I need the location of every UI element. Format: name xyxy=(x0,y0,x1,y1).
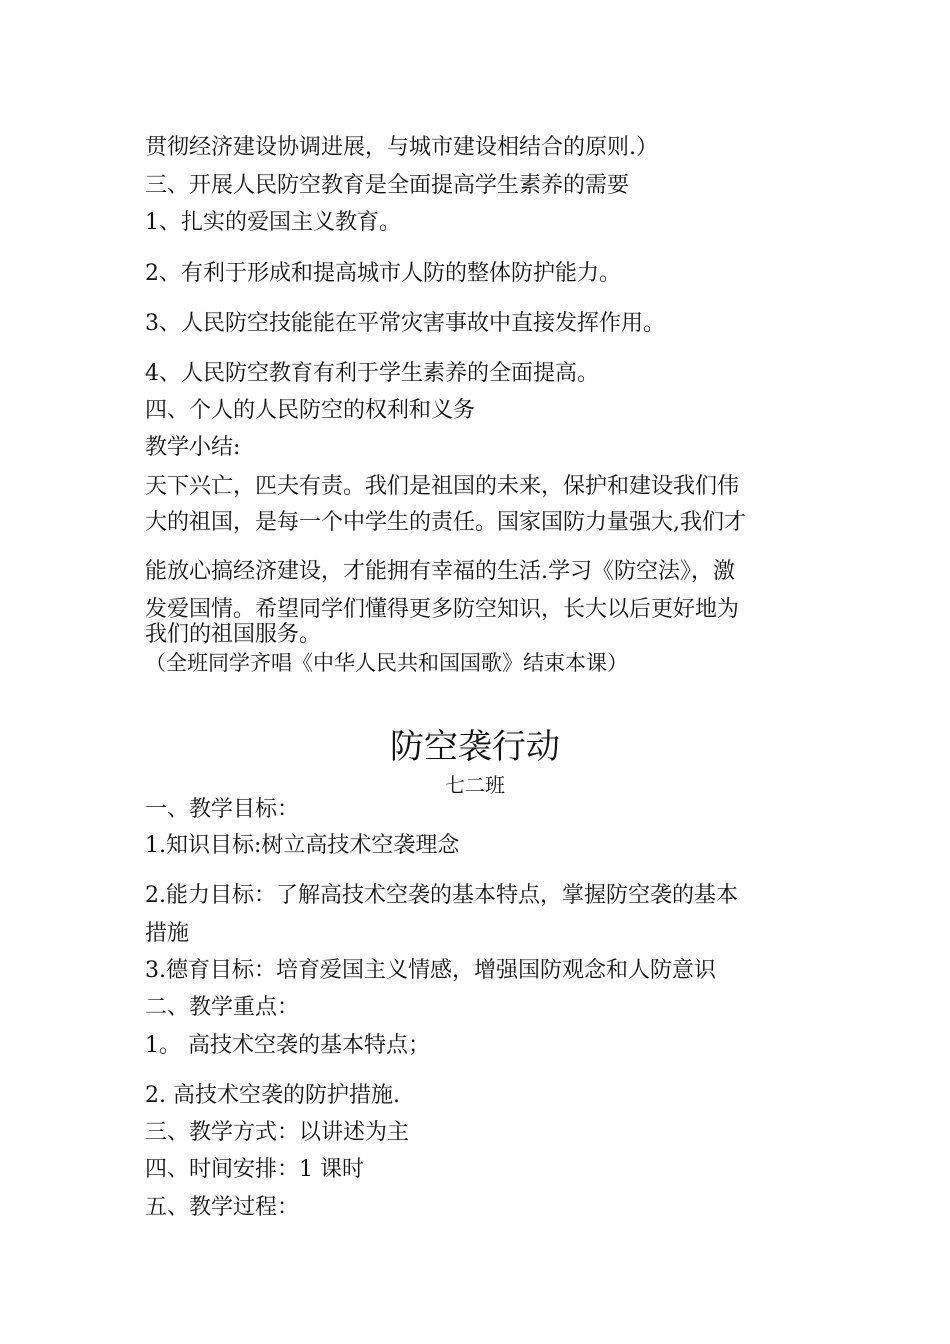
goal-knowledge: 1.知识目标:树立高技术空袭理念 xyxy=(145,833,460,858)
goal-ability-cont: 措施 xyxy=(145,921,190,946)
closing-note: （全班同学齐唱《中华人民共和国国歌》结束本课） xyxy=(145,651,628,675)
class-name: 七二班 xyxy=(445,773,505,797)
list-item: 1、扎实的爱国主义教育。 xyxy=(145,210,401,235)
goal-moral: 3.德育目标：培育爱国主义情感，增强国防观念和人防意识 xyxy=(145,958,716,983)
section-heading-4: 四、个人的人民防空的权利和义务 xyxy=(145,398,476,423)
summary-line: 我们的祖国服务。 xyxy=(145,622,322,647)
section-heading-keypoints: 二、教学重点： xyxy=(145,995,300,1020)
summary-line: 能放心搞经济建设，才能拥有幸福的生活.学习《防空法》，激 xyxy=(145,559,735,584)
section-heading-method: 三、教学方式：以讲述为主 xyxy=(145,1120,410,1145)
summary-line: 天下兴亡，匹夫有责。我们是祖国的未来，保护和建设我们伟 xyxy=(145,474,740,499)
section-heading-objectives: 一、教学目标： xyxy=(145,797,300,822)
list-item: 3、人民防空技能能在平常灾害事故中直接发挥作用。 xyxy=(145,311,665,336)
key-point: 2. 高技术空袭的防护措施. xyxy=(145,1083,400,1108)
summary-line: 大的祖国，是每一个中学生的责任。国家国防力量强大,我们才 xyxy=(145,510,746,535)
goal-ability: 2.能力目标：了解高技术空袭的基本特点，掌握防空袭的基本 xyxy=(145,883,738,908)
list-item: 2、有利于形成和提高城市人防的整体防护能力。 xyxy=(145,261,621,286)
section-heading-3: 三、开展人民防空教育是全面提高学生素养的需要 xyxy=(145,173,630,198)
key-point: 1。 高技术空袭的基本特点； xyxy=(145,1033,430,1058)
summary-line: 发爱国情。希望同学们懂得更多防空知识，长大以后更好地为 xyxy=(145,597,740,622)
list-item: 4、人民防空教育有利于学生素养的全面提高。 xyxy=(145,361,599,386)
section-heading-time: 四、时间安排：1 课时 xyxy=(145,1157,364,1182)
summary-label: 教学小结: xyxy=(145,435,241,460)
text-line-principle: 贯彻经济建设协调进展，与城市建设相结合的原则.） xyxy=(145,135,658,160)
lesson-title: 防空袭行动 xyxy=(390,727,560,767)
section-heading-process: 五、教学过程： xyxy=(145,1195,300,1220)
